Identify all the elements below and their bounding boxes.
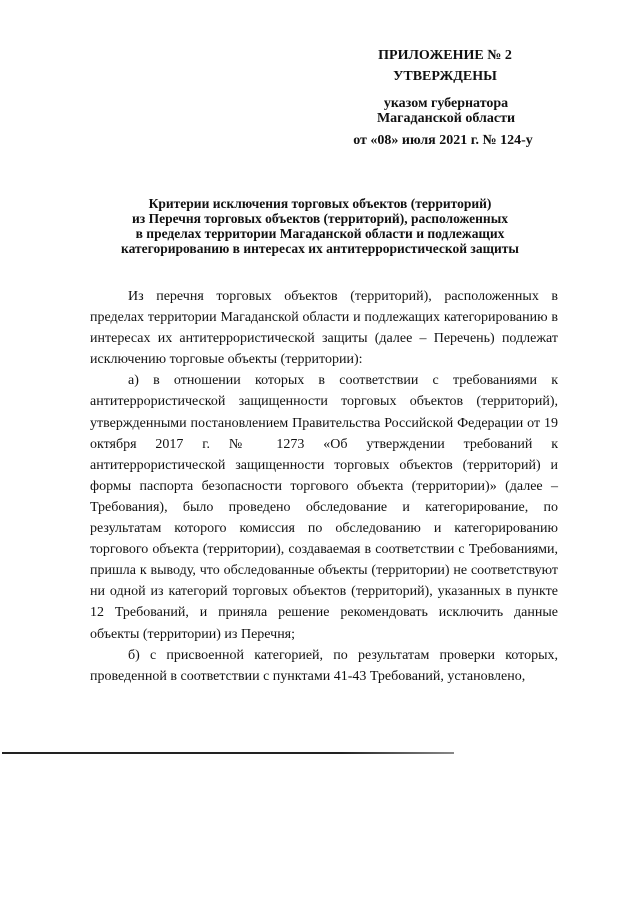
document-title <box>60 196 580 256</box>
title-line: категорированию в интересах их антитеррористической защиты <box>121 241 519 256</box>
body-paragraph: Из перечня торговых объектов (территорий), расположенных в пределах территории Магаданской области и подлежащих категорированию в интересах их антитеррористической защиты (далее – Перечень) подлежат исключению торговые объекты (территории): <box>90 289 558 368</box>
title-line: в пределах территории Магаданской области и подлежащих <box>135 226 505 241</box>
decree-issuer-line1: указом губернатора <box>383 96 509 111</box>
title-line: из Перечня торговых объектов (территорий), расположенных <box>132 211 508 226</box>
approved-label: УТВЕРЖДЕНЫ <box>393 69 497 84</box>
appendix-number: ПРИЛОЖЕНИЕ № 2 <box>378 48 512 63</box>
decree-issuer-line2: Магаданской области <box>376 111 516 126</box>
title-line: Критерии исключения торговых объектов (территорий) <box>148 196 492 211</box>
body-paragraph: а) в отношении которых в соответствии с требованиями к антитеррористической защищенности торговых объектов (территорий), утвержденными постановлением Правительства Российской Федерации от 19 октября 2017 г. № 1273 «Об утверждении требований к антитеррористической защищенности торговых объектов (территорий) и формы паспорта безопасности торгового объекта (территории)» (далее – Требования), было проведено обследование и категорирование, по результатам которого комиссия по обследованию и категорированию торгового объекта (территории), создаваемая в соответствии с Требованиями, пришла к выводу, что обследованные объекты (территории) не соответствуют ни одной из категорий торговых объектов (территорий), указанных в пункте 12 Требований, и приняла решение рекомендовать исключить данные объекты (территории) из Перечня; <box>90 373 558 642</box>
footer-divider <box>2 752 454 754</box>
body-paragraph: б) с присвоенной категорией, по результатам проверки которых, проведенной в соответствии с пунктами 41-43 Требований, установлено, <box>90 647 558 684</box>
decree-date: от «08» июля 2021 г. № 124-у <box>353 133 533 148</box>
document-body <box>90 286 558 687</box>
